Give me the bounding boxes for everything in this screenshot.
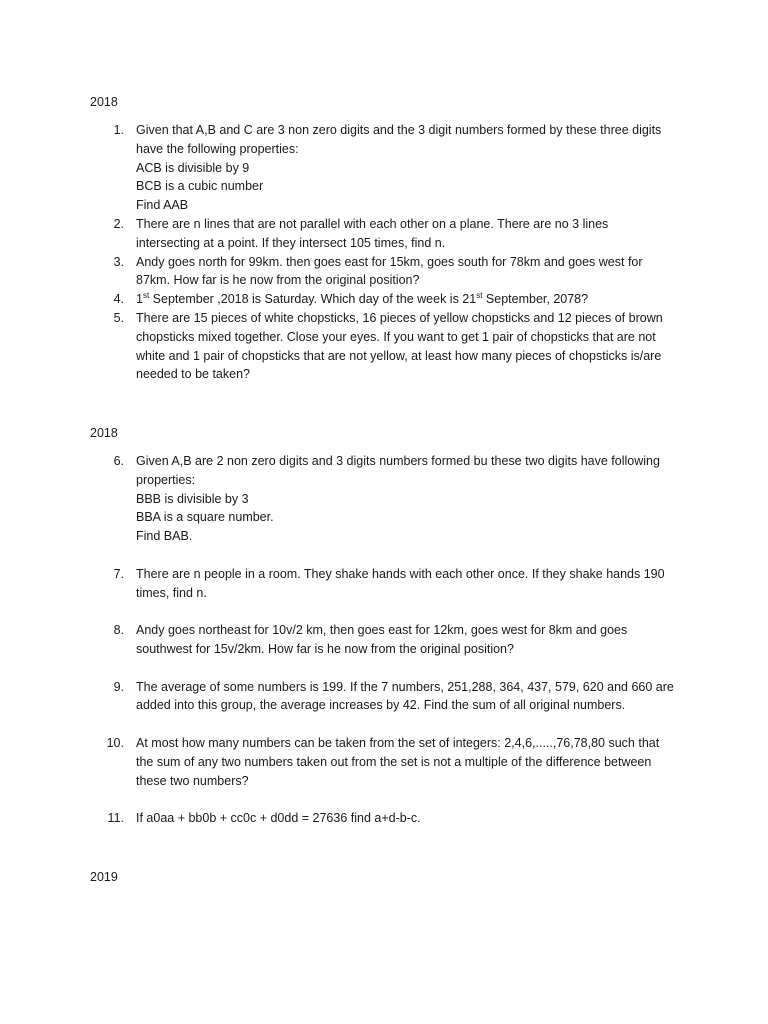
question-text-line: If a0aa + bb0b + cc0c + d0dd = 27636 find a+d-b-c. bbox=[136, 811, 421, 826]
question-text-line: chopsticks mixed together. Close your eyes. If you want to get 1 pair of chopsticks that are not bbox=[136, 329, 656, 344]
question-text-line: southwest for 15v/2km. How far is he now from the original position? bbox=[136, 641, 514, 656]
section-year-heading: 2018 bbox=[90, 426, 118, 440]
question-item bbox=[0, 734, 768, 790]
question-item bbox=[0, 309, 768, 384]
question-number: 9. bbox=[113, 679, 124, 694]
question-text-line: Andy goes north for 99km. then goes east for 15km, goes south for 78km and goes west for bbox=[136, 254, 643, 269]
question-text-line: added into this group, the average increases by 42. Find the sum of all original numbers. bbox=[136, 698, 626, 713]
ordinal-suffix: st bbox=[142, 291, 150, 301]
question-text-line: intersecting at a point. If they intersect 105 times, find n. bbox=[136, 235, 446, 250]
question-text-line: white and 1 pair of chopsticks that are not yellow, at least how many pieces of chopsticks is/are bbox=[136, 348, 662, 363]
question-text-line: Andy goes northeast for 10v/2 km, then goes east for 12km, goes west for 8km and goes bbox=[136, 623, 628, 638]
question-number: 1. bbox=[113, 123, 124, 137]
question-text-line: Find AAB bbox=[136, 198, 189, 213]
question-item bbox=[0, 121, 768, 215]
question-list bbox=[0, 452, 768, 828]
question-list bbox=[0, 121, 768, 384]
question-item bbox=[0, 215, 768, 253]
question-text-line: the sum of any two numbers taken out from the set is not a multiple of the difference between bbox=[136, 754, 652, 769]
question-text-line: The average of some numbers is 199. If the 7 numbers, 251,288, 364, 437, 579, 620 and 660 are bbox=[136, 679, 674, 694]
question-text-line: There are 15 pieces of white chopsticks, 16 pieces of yellow chopsticks and 12 pieces of brown bbox=[136, 310, 663, 325]
section-year-heading: 2019 bbox=[90, 870, 118, 884]
question-item bbox=[0, 678, 768, 716]
question-item bbox=[0, 621, 768, 659]
spacer bbox=[0, 659, 768, 678]
question-number: 11. bbox=[107, 811, 124, 826]
section-year-heading: 2018 bbox=[90, 95, 118, 109]
question-text-line: these two numbers? bbox=[136, 773, 249, 788]
question-text-part: September, 2078? bbox=[482, 292, 589, 307]
question-text-line: There are n lines that are not parallel with each other on a plane. There are no 3 lines bbox=[136, 216, 609, 231]
question-item bbox=[0, 253, 768, 291]
question-text-line bbox=[136, 290, 680, 309]
question-text-line: have the following properties: bbox=[136, 141, 299, 156]
question-text-line: properties: bbox=[136, 472, 196, 487]
spacer bbox=[0, 790, 768, 809]
spacer bbox=[0, 546, 768, 565]
question-text-line: Find BAB. bbox=[136, 529, 193, 544]
question-text-line: times, find n. bbox=[136, 585, 207, 600]
question-text-part: September ,2018 is Saturday. Which day of the week is 21 bbox=[149, 292, 477, 307]
question-text-line: There are n people in a room. They shake hands with each other once. If they shake hands 190 bbox=[136, 566, 665, 581]
question-text-line: BCB is a cubic number bbox=[136, 179, 264, 194]
question-text-line: BBB is divisible by 3 bbox=[136, 491, 249, 506]
question-item bbox=[0, 452, 768, 546]
question-item bbox=[0, 809, 768, 828]
question-item bbox=[0, 290, 768, 309]
ordinal-suffix: st bbox=[476, 291, 483, 301]
question-number: 7. bbox=[113, 566, 124, 581]
question-number: 8. bbox=[113, 623, 124, 638]
question-text-line: ACB is divisible by 9 bbox=[136, 160, 250, 175]
question-number: 5. bbox=[113, 310, 124, 325]
question-text-line: Given that A,B and C are 3 non zero digits and the 3 digit numbers formed by these three digits bbox=[136, 123, 662, 137]
question-number: 4. bbox=[113, 292, 124, 307]
question-number: 3. bbox=[113, 254, 124, 269]
spacer bbox=[0, 602, 768, 621]
question-text-line: needed to be taken? bbox=[136, 367, 250, 382]
question-number: 2. bbox=[113, 216, 124, 231]
question-number: 6. bbox=[113, 454, 124, 468]
question-number: 10. bbox=[106, 735, 124, 750]
question-text-line: Given A,B are 2 non zero digits and 3 digits numbers formed bu these two digits have following bbox=[136, 454, 660, 468]
question-text-line: 87km. How far is he now from the original position? bbox=[136, 273, 420, 288]
question-text-line: At most how many numbers can be taken from the set of integers: 2,4,6,.....,76,78,80 such that bbox=[136, 735, 660, 750]
question-text-part: 1 bbox=[136, 292, 143, 307]
question-text-line: BBA is a square number. bbox=[136, 510, 274, 525]
question-item bbox=[0, 565, 768, 603]
spacer bbox=[0, 715, 768, 734]
